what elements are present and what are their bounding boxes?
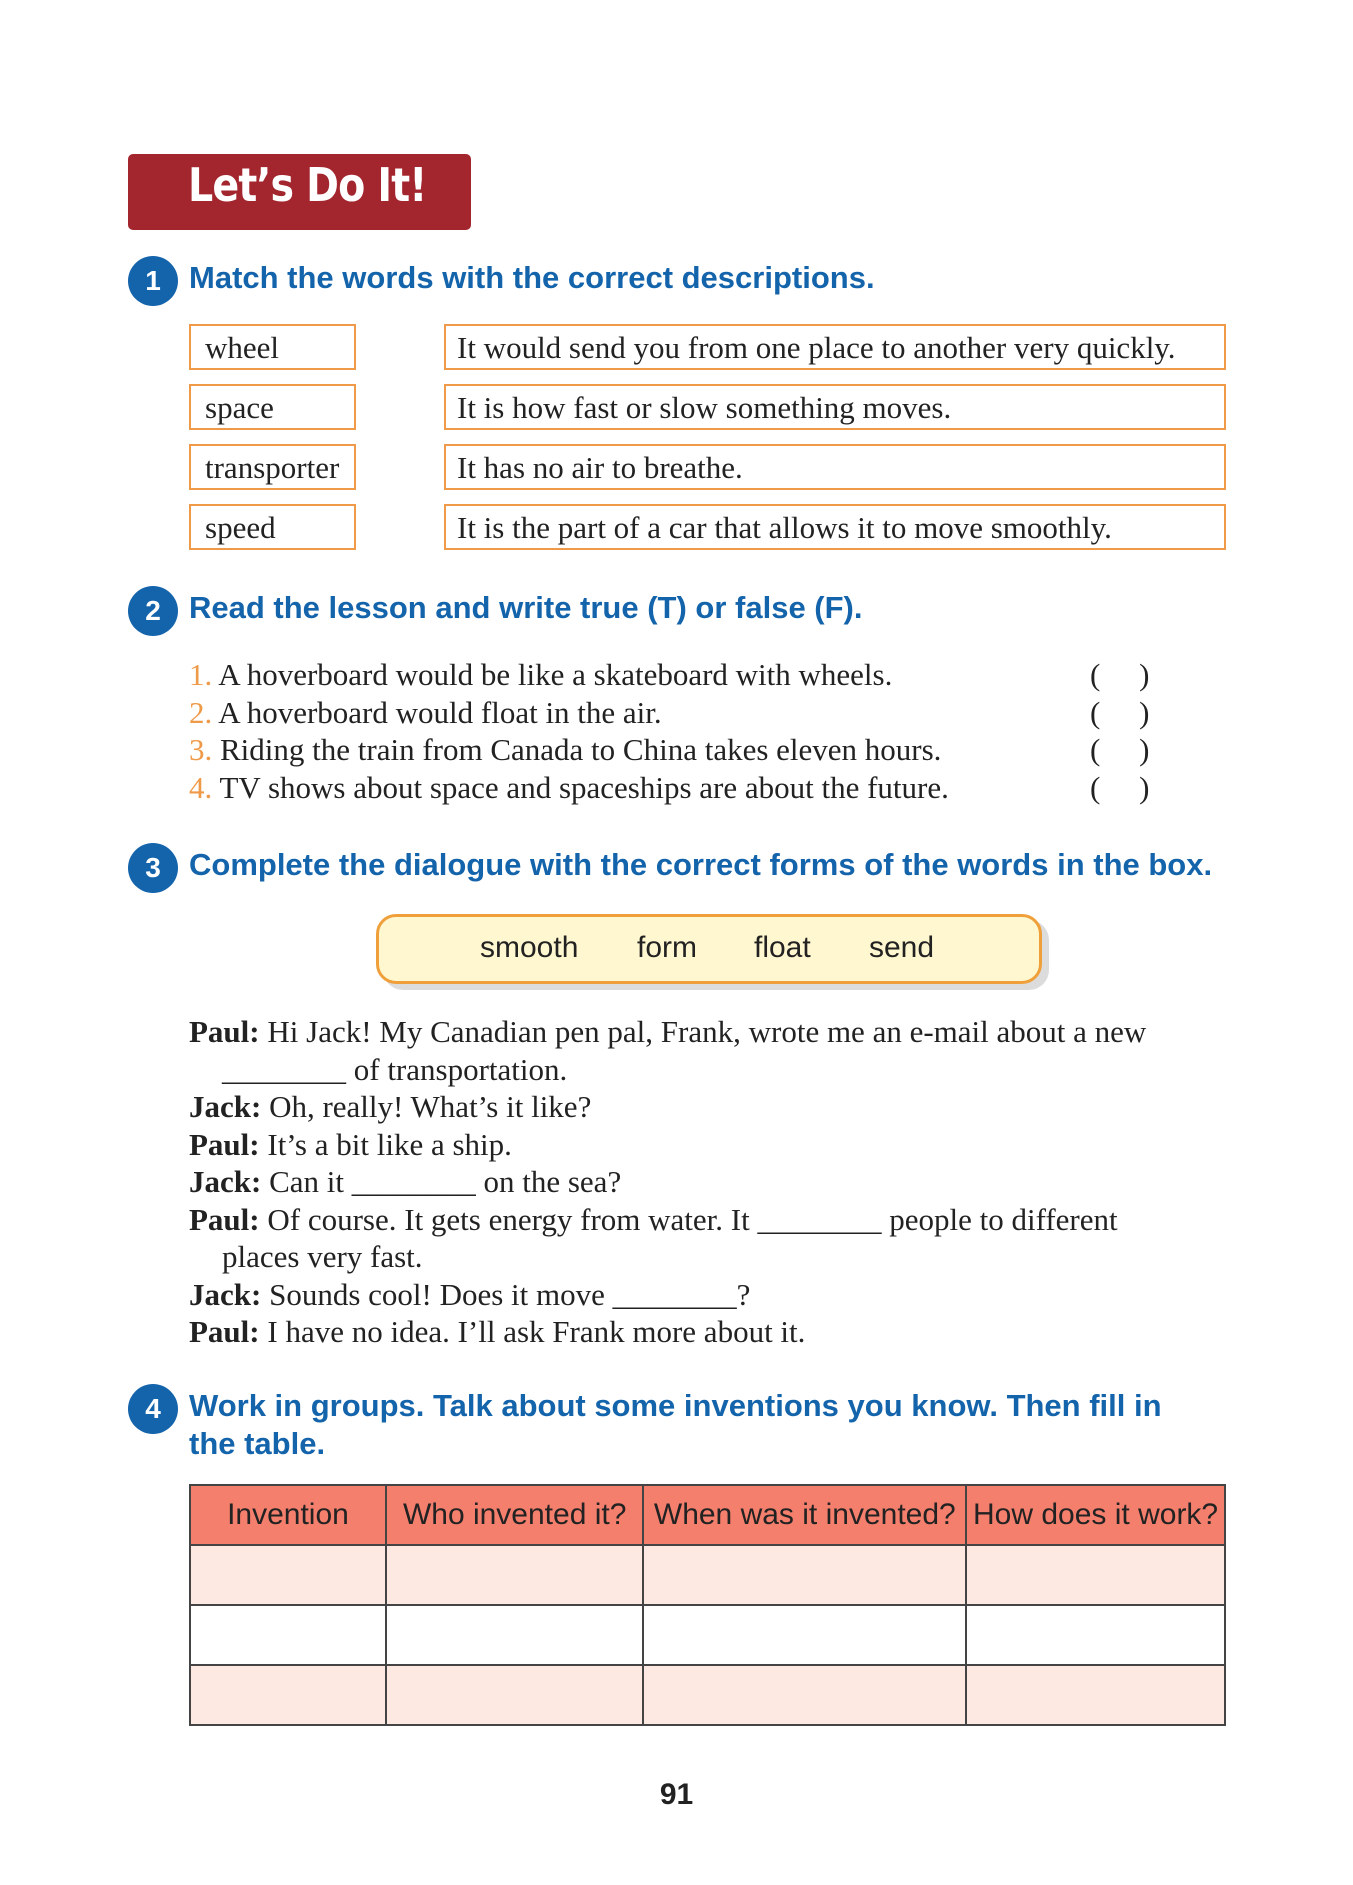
- table-cell[interactable]: [190, 1605, 386, 1665]
- lets-do-it-banner: [128, 154, 471, 230]
- dialogue-text: Hi Jack! My Canadian pen pal, Frank, wrote me an e-mail about a new: [259, 1014, 1147, 1049]
- table-header-cell: Who invented it?: [386, 1485, 644, 1545]
- match-description-2: It is how fast or slow something moves.: [444, 384, 1226, 430]
- dialogue-text: I have no idea. I’ll ask Frank more about it.: [259, 1314, 806, 1349]
- item-text: TV shows about space and spaceships are about the future.: [212, 770, 949, 805]
- answer-blank-3[interactable]: ( ): [1090, 732, 1150, 767]
- word-box-item: smooth: [480, 931, 579, 964]
- dialogue-line: [222, 1238, 423, 1276]
- match-word-4: speed: [189, 504, 356, 550]
- section-number-3: 3: [128, 843, 178, 893]
- page-number: 91: [659, 1778, 694, 1811]
- dialogue-text: places very fast.: [222, 1239, 423, 1274]
- section-2-title: Read the lesson and write true (T) or false (F).: [189, 590, 863, 625]
- table-cell[interactable]: [966, 1545, 1225, 1605]
- word-box-item: send: [869, 931, 935, 964]
- item-number: 4.: [189, 770, 213, 805]
- word-box-item: float: [754, 931, 811, 964]
- dialogue-text: Sounds cool! Does it move ________?: [261, 1277, 751, 1312]
- section-3-title: Complete the dialogue with the correct forms of the words in the box.: [189, 847, 1213, 882]
- speaker-name: Jack:: [189, 1164, 262, 1199]
- dialogue-text: Of course. It gets energy from water. It ________ people to different: [259, 1202, 1118, 1237]
- section-number-1: 1: [128, 256, 178, 306]
- speaker-name: Paul:: [189, 1314, 260, 1349]
- dialogue-line: [189, 1013, 1146, 1051]
- dialogue-line: [189, 1126, 512, 1164]
- speaker-name: Jack:: [189, 1089, 262, 1124]
- section-number-4: 4: [128, 1384, 178, 1434]
- true-false-item: [189, 656, 892, 694]
- table-header-cell: How does it work?: [966, 1485, 1225, 1545]
- true-false-item: [189, 694, 662, 732]
- table-cell[interactable]: [190, 1665, 386, 1725]
- match-description-4: It is the part of a car that allows it to move smoothly.: [444, 504, 1226, 550]
- table-cell[interactable]: [966, 1605, 1225, 1665]
- dialogue-line: [189, 1313, 805, 1351]
- answer-blank-1[interactable]: ( ): [1090, 657, 1150, 692]
- inventions-table: [189, 1484, 1226, 1726]
- true-false-item: [189, 731, 941, 769]
- true-false-item: [189, 769, 949, 807]
- word-box-item: form: [637, 931, 697, 964]
- speaker-name: Paul:: [189, 1202, 260, 1237]
- section-4-title-line-2: the table.: [189, 1426, 326, 1461]
- section-4-title-line-1: Work in groups. Talk about some inventions you know. Then fill in: [189, 1388, 1162, 1423]
- answer-blank-4[interactable]: ( ): [1090, 770, 1150, 805]
- dialogue-line: [189, 1088, 591, 1126]
- speaker-name: Paul:: [189, 1127, 260, 1162]
- table-row: [190, 1605, 1225, 1665]
- table-row: [190, 1545, 1225, 1605]
- match-word-1: wheel: [189, 324, 356, 370]
- dialogue-text: ________ of transportation.: [222, 1052, 568, 1087]
- item-number: 1.: [189, 657, 213, 692]
- dialogue-line: [189, 1276, 750, 1314]
- dialogue-text: It’s a bit like a ship.: [259, 1127, 512, 1162]
- item-text: Riding the train from Canada to China takes eleven hours.: [212, 732, 942, 767]
- table-cell[interactable]: [966, 1665, 1225, 1725]
- section-1-title: Match the words with the correct descriptions.: [189, 260, 875, 295]
- table-cell[interactable]: [386, 1545, 644, 1605]
- section-number-2: 2: [128, 586, 178, 636]
- speaker-name: Paul:: [189, 1014, 260, 1049]
- table-cell[interactable]: [643, 1605, 966, 1665]
- speaker-name: Jack:: [189, 1277, 262, 1312]
- match-word-2: space: [189, 384, 356, 430]
- table-cell[interactable]: [643, 1665, 966, 1725]
- item-number: 2.: [189, 695, 213, 730]
- word-box: [376, 914, 1042, 984]
- dialogue-text: Can it ________ on the sea?: [261, 1164, 622, 1199]
- item-text: A hoverboard would float in the air.: [212, 695, 662, 730]
- item-text: A hoverboard would be like a skateboard with wheels.: [212, 657, 893, 692]
- table-cell[interactable]: [386, 1605, 644, 1665]
- table-header-cell: Invention: [190, 1485, 386, 1545]
- table-cell[interactable]: [643, 1545, 966, 1605]
- dialogue-line: [189, 1163, 621, 1201]
- table-header-row: [190, 1485, 1225, 1545]
- match-description-3: It has no air to breathe.: [444, 444, 1226, 490]
- match-word-3: transporter: [189, 444, 356, 490]
- dialogue-text: Oh, really! What’s it like?: [261, 1089, 592, 1124]
- dialogue-line: [222, 1051, 567, 1089]
- table-cell[interactable]: [386, 1665, 644, 1725]
- table-header-cell: When was it invented?: [643, 1485, 966, 1545]
- item-number: 3.: [189, 732, 213, 767]
- banner-title: Let’s Do It!: [188, 158, 427, 212]
- table-cell[interactable]: [190, 1545, 386, 1605]
- match-description-1: It would send you from one place to another very quickly.: [444, 324, 1226, 370]
- dialogue-line: [189, 1201, 1118, 1239]
- answer-blank-2[interactable]: ( ): [1090, 695, 1150, 730]
- table-row: [190, 1665, 1225, 1725]
